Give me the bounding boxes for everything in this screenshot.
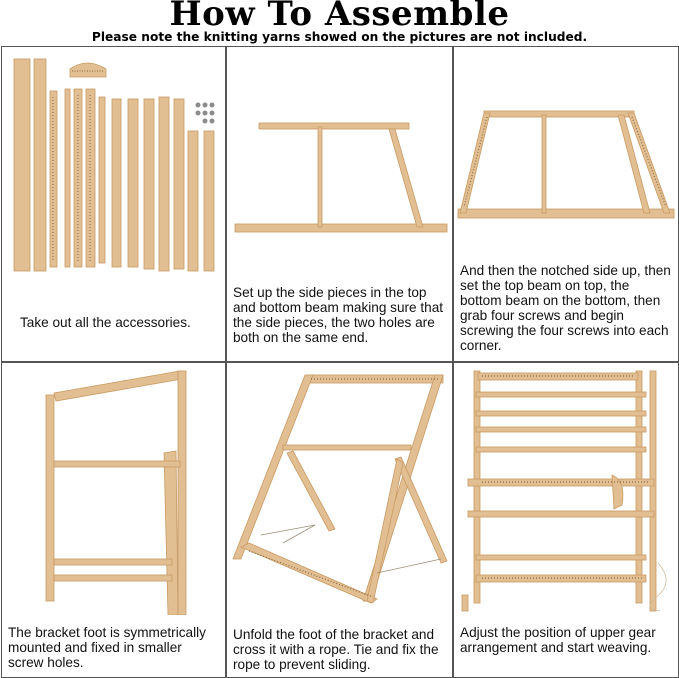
step-6-caption: Adjust the position of upper gear arrangement and start weaving. <box>460 625 656 655</box>
unfolded-bracket-photo <box>227 363 453 615</box>
weaving-setup-photo <box>454 363 679 615</box>
bracket-foot-photo <box>2 363 226 615</box>
step-1-caption: Take out all the accessories. <box>20 315 191 330</box>
step-3-caption: And then the notched side up, then set the top beam on top, the bottom beam on the bottom, then grab four screws and begin screwing the four screws into each corner. <box>460 263 671 353</box>
step-2-caption: Set up the side pieces in the top and bottom beam making sure that the side pieces, the two holes are both on the same end. <box>233 285 444 345</box>
step-2-panel <box>226 46 453 362</box>
page-title: How To Assemble <box>169 0 510 34</box>
step-4-caption: The bracket foot is symmetrically mounted and fixed in smaller screw holes. <box>8 625 206 670</box>
step-3-panel <box>453 46 679 362</box>
step-5-caption: Unfold the foot of the bracket and cross it with a rope. Tie and fix the rope to prevent sliding. <box>233 627 439 672</box>
step-5-panel <box>226 362 453 678</box>
step-1-panel <box>1 46 226 362</box>
step-4-panel <box>1 362 226 678</box>
step-6-panel <box>453 362 679 678</box>
page-subtitle: Please note the knitting yarns showed on the pictures are not included. <box>91 30 588 44</box>
